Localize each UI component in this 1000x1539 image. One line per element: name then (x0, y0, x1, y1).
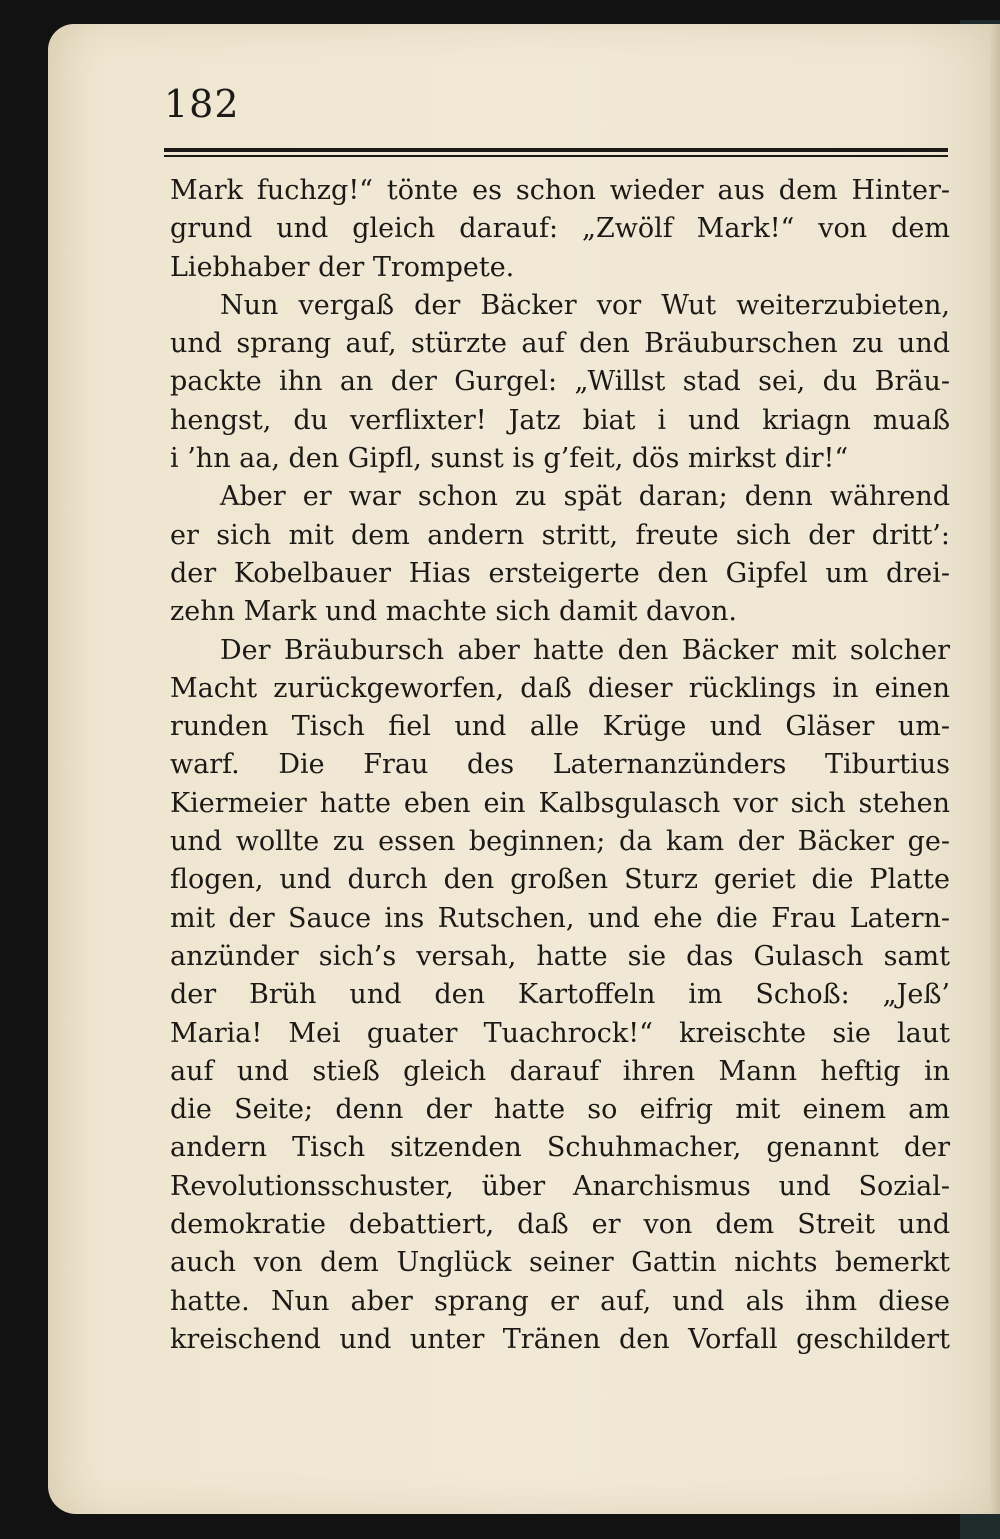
text-line: warf. Die Frau des Laternanzünders Tiburtius (170, 749, 950, 781)
page-number: 182 (164, 82, 240, 126)
text-line: flogen, und durch den großen Sturz geriet die Platte (170, 864, 950, 896)
page-edge (990, 24, 1000, 1514)
text-line: Mark fuchzg!“ tönte es schon wieder aus dem Hinter- (170, 175, 950, 206)
text-line: auf und stieß gleich darauf ihren Mann heftig in (170, 1055, 950, 1087)
text-line: zehn Mark und machte sich damit davon. (170, 596, 737, 628)
header-rule (164, 148, 948, 152)
text-line: der Brüh und den Kartoffeln im Schoß: „Jeß’ (170, 979, 950, 1011)
text-line: kreischend und unter Tränen den Vorfall geschildert (170, 1323, 950, 1355)
text-line: Der Bräubursch aber hatte den Bäcker mit solcher (220, 634, 950, 666)
text-line: die Seite; denn der hatte so eifrig mit einem am (170, 1094, 950, 1126)
text-line: anzünder sich’s versah, hatte sie das Gulasch samt (170, 940, 950, 972)
text-line: Maria! Mei guater Tuachrock!“ kreischte sie laut (170, 1017, 950, 1049)
text-line: Liebhaber der Trompete. (170, 251, 515, 283)
text-line: Revolutionsschuster, über Anarchismus und Sozial- (170, 1170, 950, 1202)
text-line: mit der Sauce ins Rutschen, und ehe die Frau Latern- (170, 902, 950, 934)
text-line: er sich mit dem andern stritt, freute sich der dritt’: (170, 519, 950, 551)
text-line: Nun vergaß der Bäcker vor Wut weiterzubieten, (220, 289, 950, 321)
text-line: i ’hn aa, den Gipfl, sunst is g’feit, dös mirkst dir!“ (170, 443, 849, 475)
text-line: der Kobelbauer Hias ersteigerte den Gipfel um drei- (170, 557, 950, 589)
text-line: packte ihn an der Gurgel: „Willst stad sei, du Bräu- (170, 366, 950, 398)
text-line: hatte. Nun aber sprang er auf, und als ihm diese (170, 1285, 950, 1317)
text-line: grund und gleich darauf: „Zwölf Mark!“ von dem (170, 213, 950, 245)
text-line: Macht zurückgeworfen, daß dieser rücklings in einen (170, 672, 950, 704)
text-line: Kiermeier hatte eben ein Kalbsgulasch vor sich stehen (170, 787, 950, 819)
text-line: und wollte zu essen beginnen; da kam der Bäcker ge- (170, 826, 950, 858)
text-line: demokratie debattiert, daß er von dem Streit und (170, 1209, 950, 1241)
body-text (170, 172, 950, 1359)
text-line: hengst, du verflixter! Jatz biat i und kriagn muaß (170, 404, 950, 436)
text-line: auch von dem Unglück seiner Gattin nichts bemerkt (170, 1247, 950, 1279)
text-line: Aber er war schon zu spät daran; denn während (220, 481, 950, 513)
text-line: und sprang auf, stürzte auf den Bräuburschen zu und (170, 328, 950, 360)
text-line: andern Tisch sitzenden Schuhmacher, genannt der (170, 1132, 950, 1164)
text-line: runden Tisch fiel und alle Krüge und Gläser um- (170, 711, 950, 743)
header-rule-thin (164, 155, 948, 157)
